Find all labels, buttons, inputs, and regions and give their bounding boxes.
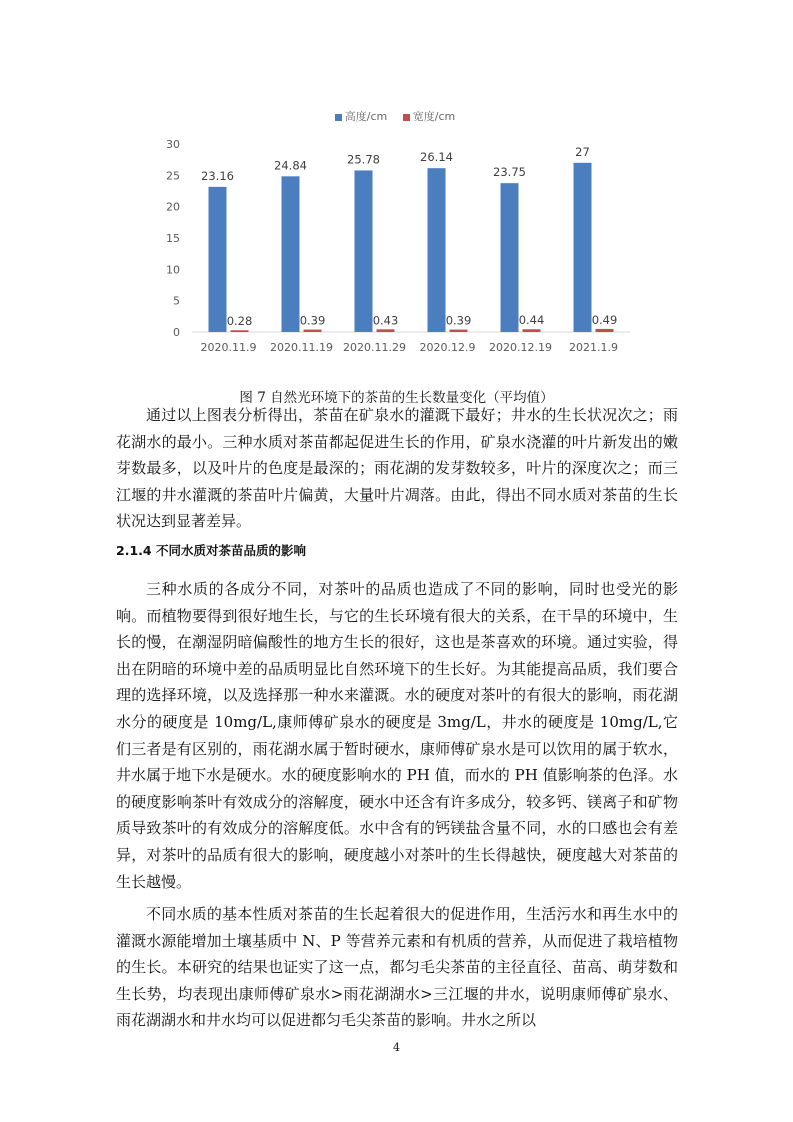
- bar-height: [574, 163, 592, 332]
- y-tick-label: 5: [173, 294, 180, 308]
- y-tick-label: 20: [166, 200, 180, 214]
- bar-width: [596, 329, 614, 332]
- data-label-height: 24.84: [274, 158, 307, 173]
- y-tick-label: 10: [166, 263, 180, 277]
- data-label-height: 26.14: [420, 150, 453, 165]
- data-label-width: 0.39: [299, 313, 326, 328]
- paragraph-conclusion: 不同水质的基本性质对茶苗的生长起着很大的促进作用，生活污水和再生水中的灌溉水源能增加土壤基质中 N、P 等营养元素和有机质的营养，从而促进了栽培植物的生长。本研究的结果也证实了这一点，都匀毛尖茶苗的主径直径、苗高、萌芽数和生长势，均表现出康师傅矿泉水>雨花湖湖水>三江堰的井水，说明康师傅矿泉水、雨花湖湖水和井水均可以促进都匀毛尖茶苗的影响。井水之所以: [116, 905, 678, 1030]
- data-label-width: 0.44: [518, 313, 545, 328]
- bar-width: [523, 329, 541, 332]
- data-label-width: 0.43: [372, 313, 399, 328]
- bar-width: [377, 329, 395, 332]
- data-label-width: 0.39: [445, 313, 472, 328]
- legend-label-width: 宽度/cm: [412, 110, 456, 123]
- chart-plot: [150, 100, 640, 362]
- legend-label-height: 高度/cm: [344, 110, 388, 123]
- data-label-width: 0.28: [226, 314, 253, 329]
- data-label-height: 25.78: [347, 152, 380, 167]
- section-heading: 2.1.4 不同水质对茶苗品质的影响: [116, 543, 306, 558]
- y-tick-label: 0: [173, 326, 180, 339]
- x-tick-label: 2020.12.9: [419, 341, 476, 354]
- bar-height: [282, 176, 300, 332]
- bar-width: [231, 330, 249, 332]
- data-label-height: 23.75: [493, 165, 526, 180]
- growth-bar-chart: [150, 100, 640, 362]
- paragraph-analysis: 通过以上图表分析得出，茶苗在矿泉水的灌溉下最好；井水的生长状况次之；雨花湖水的最小。三种水质对茶苗都起促进生长的作用，矿泉水浇灌的叶片新发出的嫩芽数最多，以及叶片的色度是最深的；雨花湖的发芽数较多，叶片的深度次之；而三江堰的井水灌溉的茶苗叶片偏黄，大量叶片凋落。由此，得出不同水质对茶苗的生长状况达到显著差异。: [116, 406, 678, 531]
- bar-height: [209, 187, 227, 332]
- page-number: 4: [393, 1041, 400, 1054]
- figure-caption: 图 7 自然光环境下的茶苗的生长数量变化（平均值）: [239, 389, 554, 406]
- bar-height: [428, 168, 446, 332]
- x-tick-label: 2020.11.19: [270, 341, 333, 354]
- data-label-height: 27: [575, 144, 590, 159]
- data-label-height: 23.16: [201, 168, 234, 183]
- bar-width: [450, 330, 468, 332]
- x-tick-label: 2021.1.9: [569, 341, 618, 354]
- data-label-width: 0.49: [591, 312, 618, 327]
- bar-height: [501, 183, 519, 332]
- y-tick-label: 15: [166, 232, 180, 245]
- x-tick-label: 2020.11.9: [200, 341, 257, 354]
- x-tick-label: 2020.11.29: [343, 341, 406, 354]
- y-tick-label: 25: [166, 169, 180, 183]
- x-tick-label: 2020.12.19: [489, 341, 552, 354]
- bar-height: [355, 170, 373, 332]
- paragraph-water-quality: 三种水质的各成分不同，对茶叶的品质也造成了不同的影响，同时也受光的影响。而植物要得到很好地生长，与它的生长环境有很大的关系，在干旱的环境中，生长的慢，在潮湿阴暗偏酸性的地方生长的很好，这也是茶喜欢的环境。通过实验，得出在阴暗的环境中差的品质明显比自然环境下的生长好。为其能提高品质，我们要合理的选择环境，以及选择那一种水来灌溉。水的硬度对茶叶的有很大的影响，雨花湖水分的硬度是 10mg/L,康师傅矿泉水的硬度是 3mg/L，井水的硬度是 10mg/L,它们三者是有区别的，雨花湖水属于暂时硬水，康师傅矿泉水是可以饮用的属于软水，井水属于地下水是硬水。水的硬度影响水的 PH 值，而水的 PH 值影响茶的色泽。水的硬度影响茶叶有效成分的溶解度，硬水中还含有许多成分，较多钙、镁离子和矿物质导致茶叶的有效成分的溶解度低。水中含有的钙镁盐含量不同，水的口感也会有差异，对茶叶的品质有很大的影响，硬度越小对茶叶的生长得越快，硬度越大对茶苗的生长越慢。: [116, 580, 678, 891]
- y-tick-label: 30: [166, 138, 180, 151]
- bar-width: [304, 330, 322, 332]
